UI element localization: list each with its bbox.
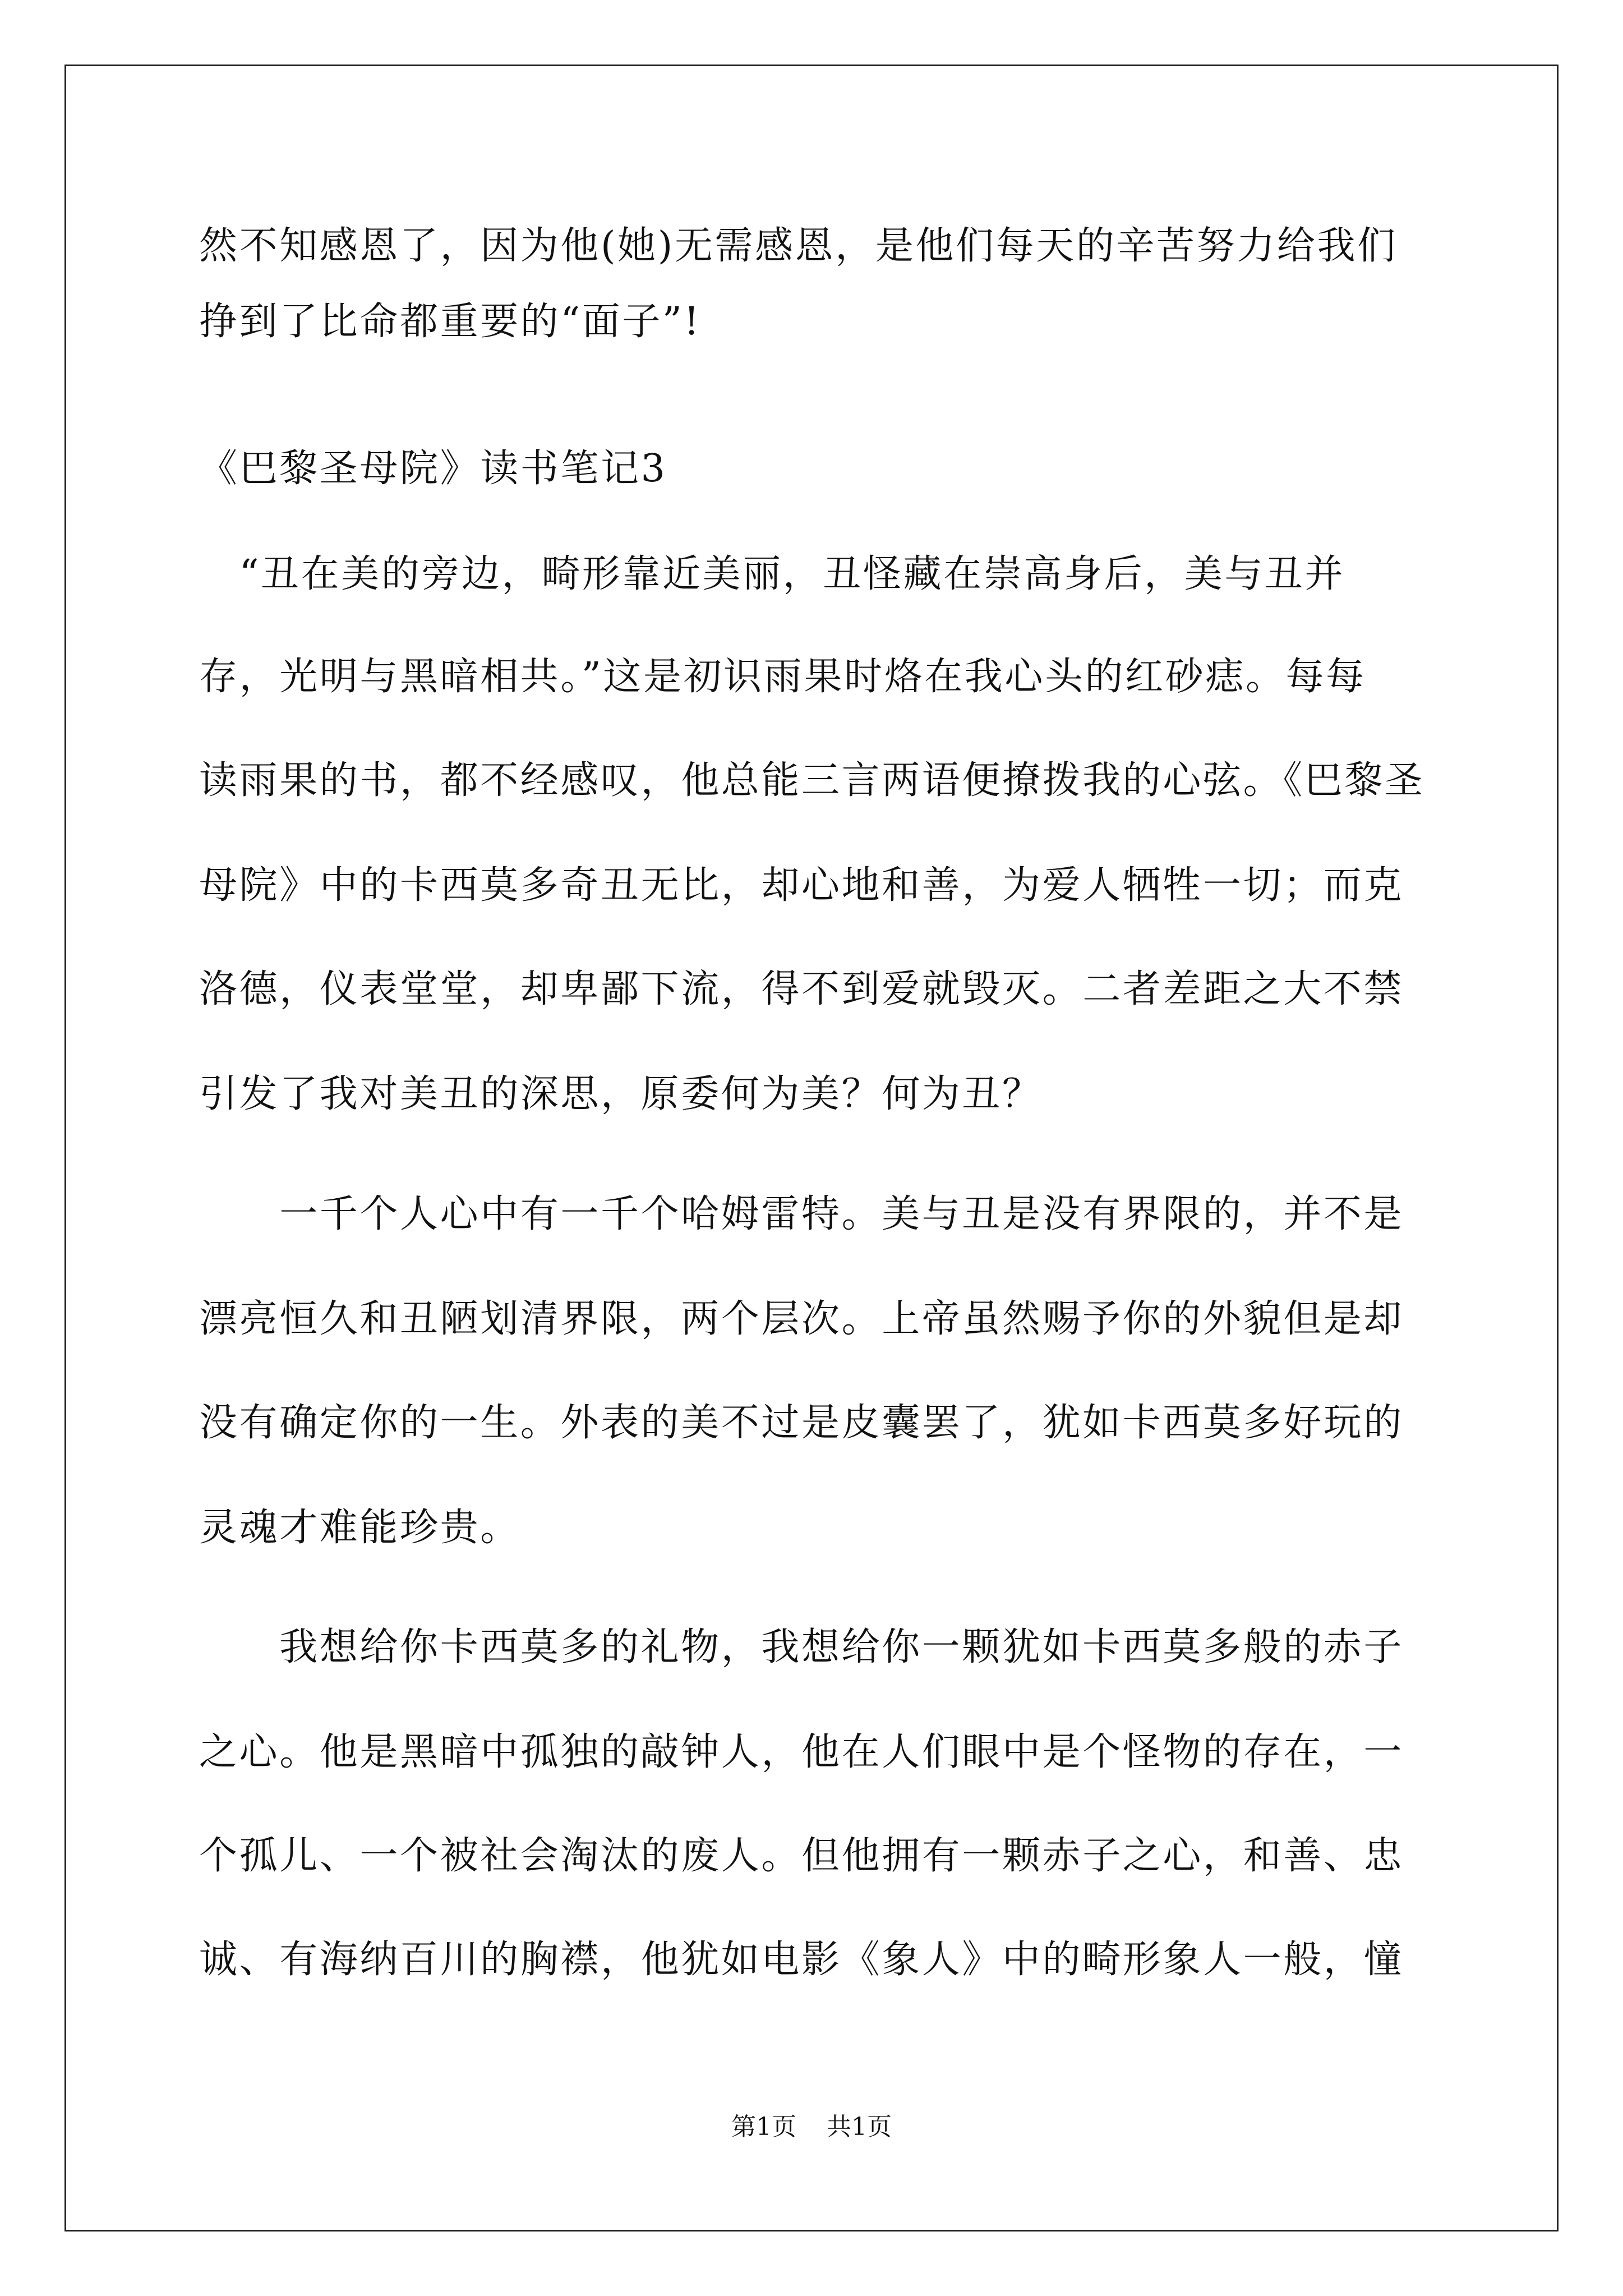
text-line: 诚、有海纳百川的胸襟，他犹如电影《象人》中的畸形象人一般，憧 [199,1938,1404,1982]
text-line: 个孤儿、一个被社会淘汰的废人。但他拥有一颗赤子之心，和善、忠 [199,1834,1404,1878]
text-line: 我想给你卡西莫多的礼物，我想给你一颗犹如卡西莫多般的赤子 [199,1625,1404,1669]
text-line: 一千个人心中有一千个哈姆雷特。美与丑是没有界限的，并不是 [199,1192,1404,1236]
page-total: 共1页 [827,2113,892,2141]
text-line: 存，光明与黑暗相共。”这是初识雨果时烙在我心头的红砂痣。每每 [199,655,1366,699]
text-line: 然不知感恩了，因为他(她)无需感恩，是他们每天的辛苦努力给我们 [199,224,1398,268]
text-line: 读雨果的书，都不经感叹，他总能三言两语便撩拨我的心弦。《巴黎圣 [199,758,1425,803]
text-line: 母院》中的卡西莫多奇丑无比，却心地和善，为爱人牺牲一切；而克 [199,863,1404,908]
text-line: “丑在美的旁边，畸形靠近美丽，丑怪藏在崇高身后，美与丑并 [199,552,1345,596]
text-line: 引发了我对美丑的深思，原委何为美？何为丑？ [199,1072,1043,1116]
text-line: 灵魂才难能珍贵。 [199,1506,520,1550]
section-heading: 《巴黎圣母院》读书笔记3 [199,447,667,491]
page-number: 第1页 [731,2113,796,2141]
text-line: 之心。他是黑暗中孤独的敲钟人，他在人们眼中是个怪物的存在，一 [199,1730,1404,1774]
text-line: 没有确定你的一生。外表的美不过是皮囊罢了，犹如卡西莫多好玩的 [199,1401,1404,1445]
text-line: 挣到了比命都重要的“面子”! [199,300,702,344]
text-line: 漂亮恒久和丑陋划清界限，两个层次。上帝虽然赐予你的外貌但是却 [199,1297,1404,1341]
page-footer [0,2115,1623,2139]
page-border [64,65,1559,2231]
text-line: 洛德，仪表堂堂，却卑鄙下流，得不到爱就毁灭。二者差距之大不禁 [199,967,1404,1011]
